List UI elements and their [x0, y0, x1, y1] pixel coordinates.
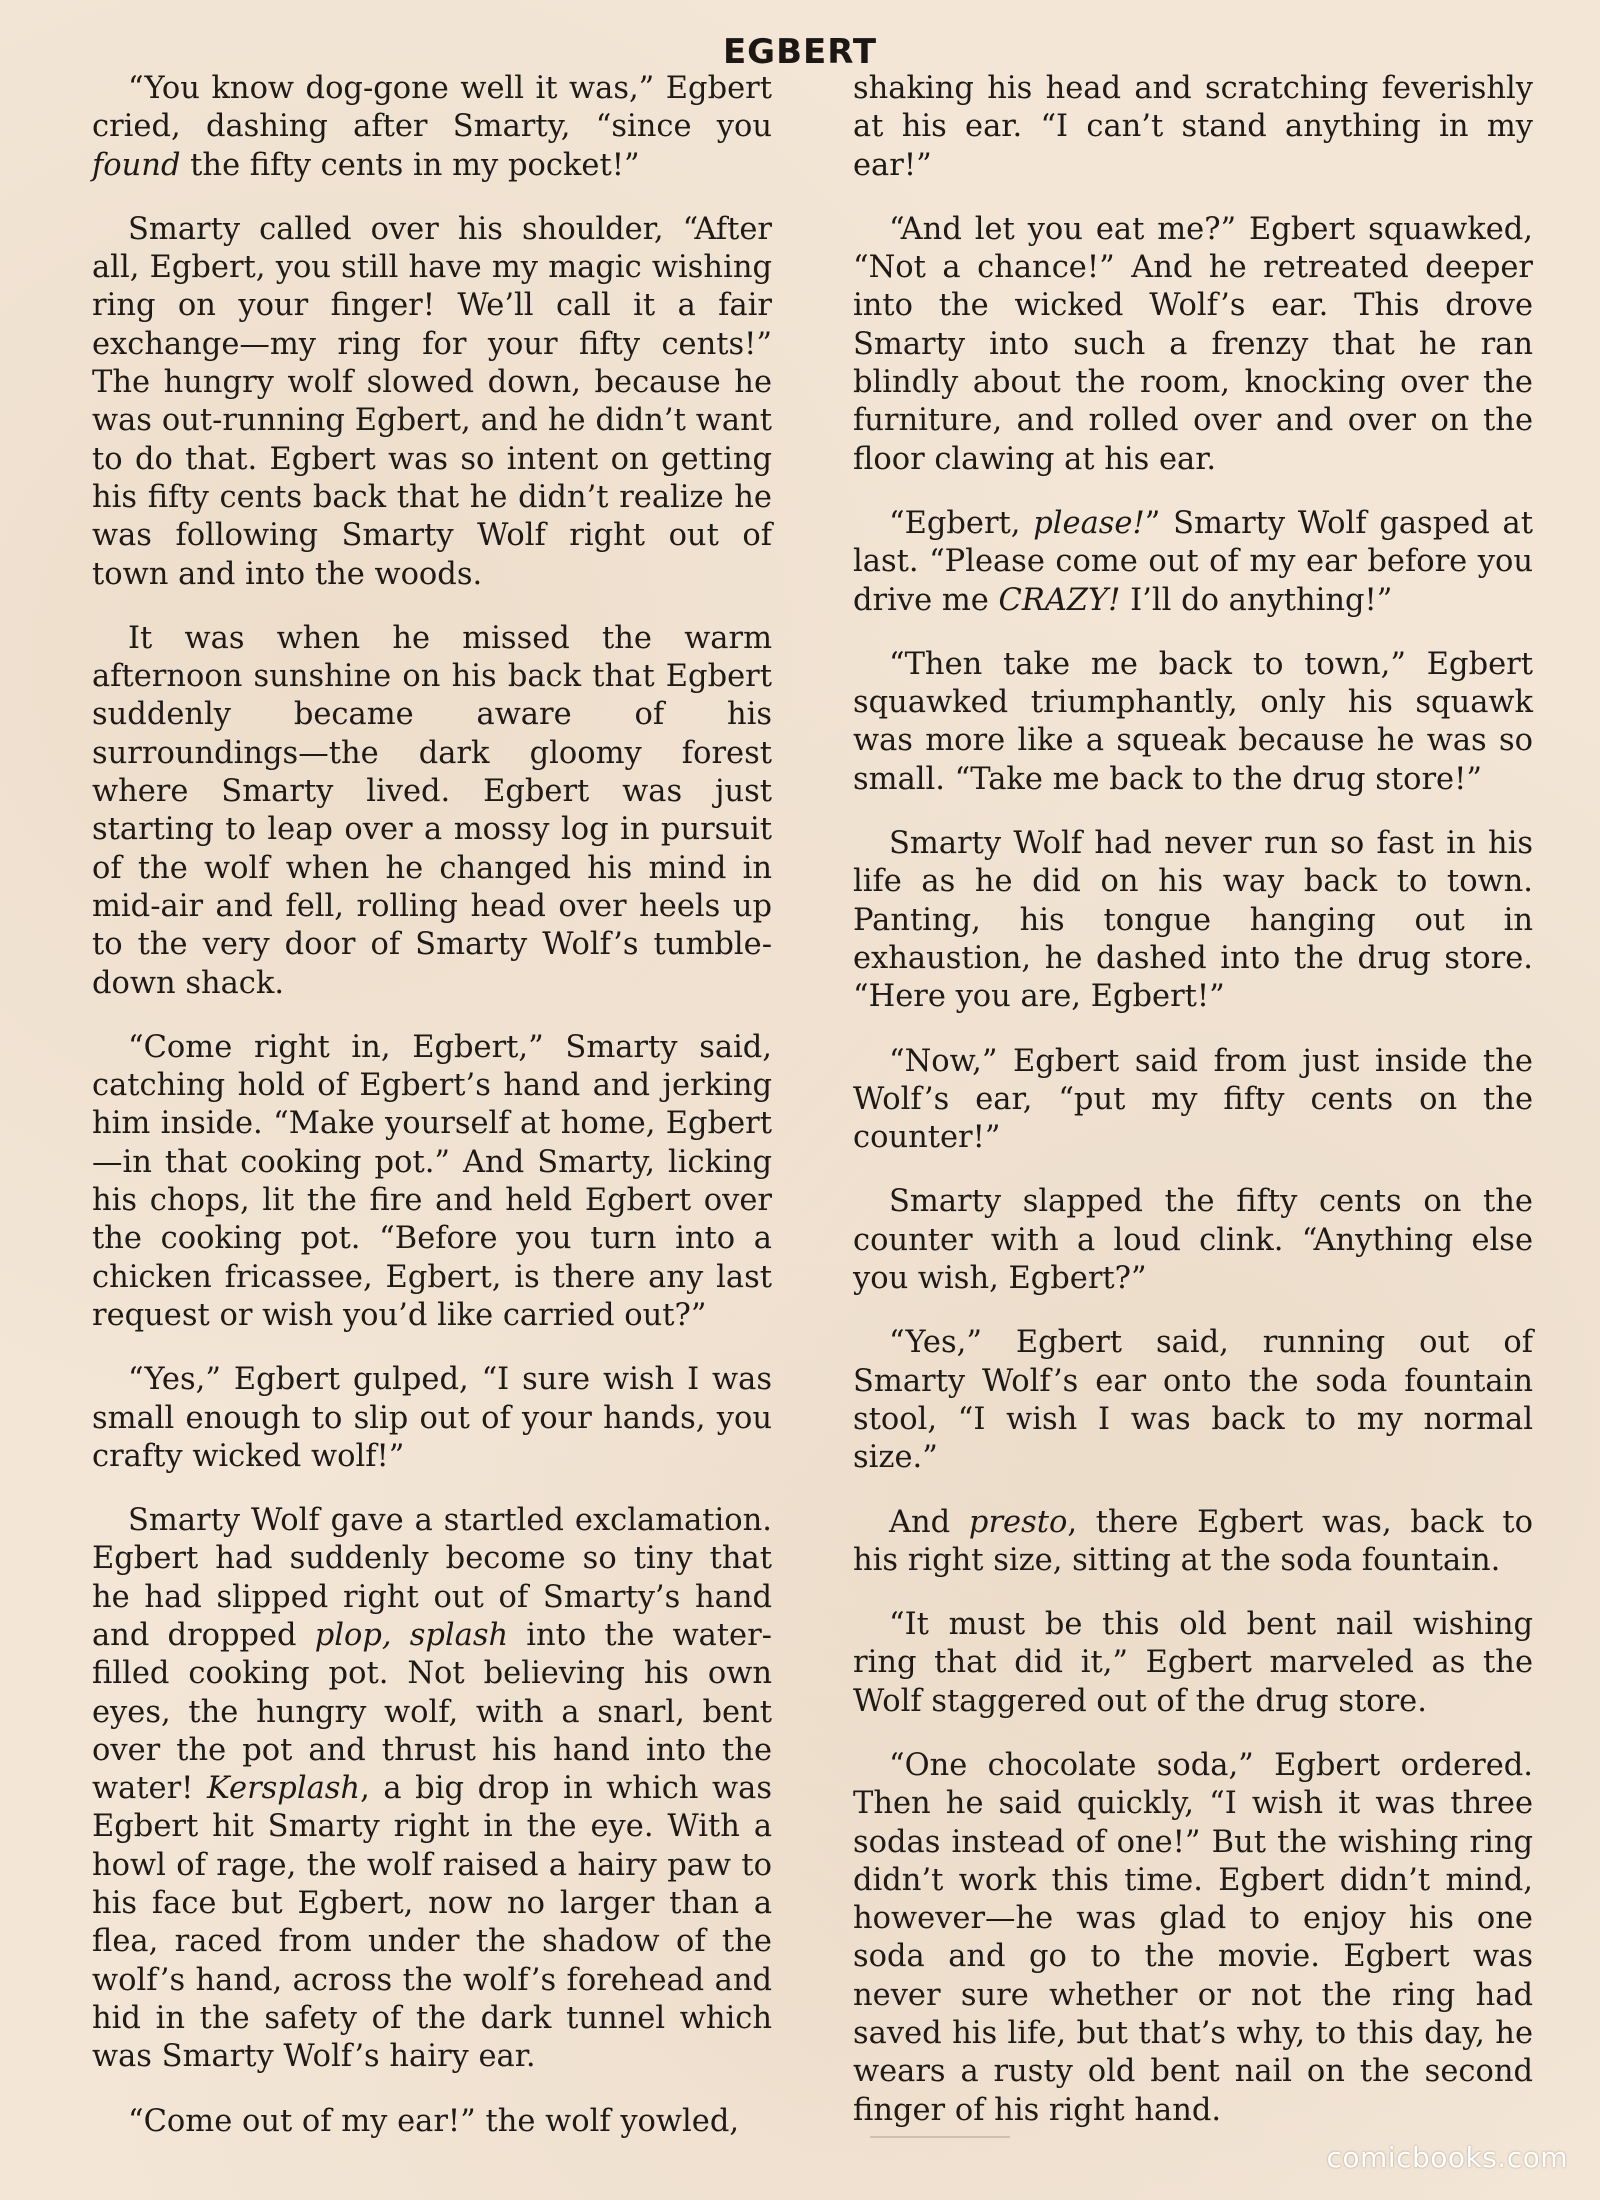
text-run: “Now,” Egbert said from just inside the Wolf’s ear, “put my fifty cents on the counter!”	[853, 1043, 1533, 1156]
text-run: “Then take me back to town,” Egbert squawked triumphantly, only his squawk was more like a squeak because he was so small. “Take me back to the drug store!”	[853, 646, 1533, 797]
emphasis-text: presto	[968, 1504, 1068, 1540]
paragraph	[92, 2103, 772, 2141]
text-run: “Come right in, Egbert,” Smarty said, catching hold of Egbert’s hand and jerking him inside. “Make yourself at home, Egbert—in that cooking pot.” And Smarty, licking his chops, lit the fire and held Egbert over the cooking pot. “Before you turn into a chicken fricassee, Egbert, is there any last request or wish you’d like carried out?”	[92, 1029, 772, 1333]
right-column	[853, 70, 1533, 2130]
text-run: the fifty cents in my pocket!”	[180, 147, 640, 183]
text-run: into the water-filled cooking pot. Not believing his own eyes, the hungry wolf, with a snarl, bent over the pot and thrust his hand into the water!	[92, 1617, 772, 1807]
text-run: “Egbert,	[889, 505, 1034, 541]
paragraph	[92, 620, 772, 1003]
paragraph	[92, 70, 772, 185]
text-run: “You know dog-gone well it was,” Egbert cried, dashing after Smarty, “since you	[92, 71, 772, 145]
emphasis-text: Kersplash	[207, 1771, 361, 1807]
text-run: Smarty Wolf had never run so fast in his life as he did on his way back to town. Panting, his tongue hanging out in exhaustion, he dashed into the drug store. “Here you are, Egbert!”	[853, 826, 1533, 1015]
footer-rule	[870, 2136, 1010, 2138]
paragraph	[853, 70, 1533, 185]
text-run: Smarty called over his shoulder, “After all, Egbert, you still have my magic wishing ring on your finger! We’ll call it a fair exchange—my ring for your fifty cents!” The hungry wolf slowed down, because he was out-running Egbert, and he didn’t want to do that. Egbert was so intent on getting his fifty cents back that he didn’t realize he was following Smarty Wolf right out of town and into the woods.	[92, 211, 772, 592]
text-run: ” Smarty Wolf gasped at last. “Please come out of my ear before you drive me	[853, 505, 1533, 618]
text-run: , there Egbert was, back to his right size, sitting at the soda fountain.	[853, 1504, 1533, 1578]
text-run: “Yes,” Egbert gulped, “I sure wish I was small enough to slip out of your hands, you crafty wicked wolf!”	[92, 1362, 772, 1474]
emphasis-text: found	[92, 147, 181, 183]
paragraph	[853, 1324, 1533, 1477]
paragraph	[853, 825, 1533, 1016]
text-run: shaking his head and scratching feverishly at his ear. “I can’t stand anything in my ear!”	[853, 71, 1533, 183]
text-run: “And let you eat me?” Egbert squawked, “Not a chance!” And he retreated deeper into the wicked Wolf’s ear. This drove Smarty into such a frenzy that he ran blindly about the room, knocking over the furniture, and rolled over and over on the floor clawing at his ear.	[853, 211, 1533, 477]
text-run: And	[889, 1504, 969, 1540]
text-run: Smarty slapped the fifty cents on the counter with a loud clink. “Anything else you wish, Egbert?”	[853, 1184, 1533, 1297]
paragraph	[853, 1504, 1533, 1581]
emphasis-text: please!	[1033, 505, 1145, 541]
paragraph	[853, 505, 1533, 620]
paragraph	[92, 1029, 772, 1335]
paragraph	[853, 646, 1533, 799]
paragraph	[853, 1747, 1533, 2130]
page-title: EGBERT	[722, 32, 878, 72]
paragraph	[853, 211, 1533, 479]
left-column	[92, 70, 772, 2141]
paragraph	[92, 1502, 772, 2076]
paragraph	[92, 1361, 772, 1476]
text-run: Smarty Wolf gave a startled exclamation. Egbert had suddenly become so tiny that he had slipped right out of Smarty’s hand and dropped	[92, 1503, 772, 1653]
emphasis-text: CRAZY!	[998, 582, 1121, 618]
paragraph	[853, 1043, 1533, 1158]
paragraph	[853, 1606, 1533, 1721]
text-run: “It must be this old bent nail wishing ring that did it,” Egbert marveled as the Wolf staggered out of the drug store.	[853, 1607, 1533, 1719]
text-run: It was when he missed the warm afternoon sunshine on his back that Egbert suddenly became aware of his surroundings—the dark gloomy forest where Smarty lived. Egbert was just starting to leap over a mossy log in pursuit of the wolf when he changed his mind in mid-air and fell, rolling head over heels up to the very door of Smarty Wolf’s tumble-down shack.	[92, 620, 772, 1001]
text-run: “Yes,” Egbert said, running out of Smarty Wolf’s ear onto the soda fountain stool, “I wish I was back to my normal size.”	[853, 1325, 1533, 1476]
emphasis-text: plop, splash	[314, 1617, 509, 1653]
text-run: “Come out of my ear!” the wolf yowled,	[128, 2103, 740, 2139]
paragraph	[853, 1183, 1533, 1298]
watermark: comicbooks.com	[1326, 2141, 1568, 2174]
paragraph	[92, 211, 772, 594]
text-run: I’ll do anything!”	[1120, 582, 1393, 618]
text-run: “One chocolate soda,” Egbert ordered. Then he said quickly, “I wish it was three sodas instead of one!” But the wishing ring didn’t work this time. Egbert didn’t mind, however—he was glad to enjoy his one soda and go to the movie. Egbert was never sure whether or not the ring had saved his life, but that’s why, to this day, he wears a rusty old bent nail on the second finger of his right hand.	[853, 1747, 1533, 2128]
text-run: , a big drop in which was Egbert hit Smarty right in the eye. With a howl of rage, the wolf raised a hairy paw to his face but Egbert, now no larger than a flea, raced from under the shadow of the wolf’s hand, across the wolf’s forehead and hid in the safety of the dark tunnel which was Smarty Wolf’s hairy ear.	[92, 1771, 772, 2075]
